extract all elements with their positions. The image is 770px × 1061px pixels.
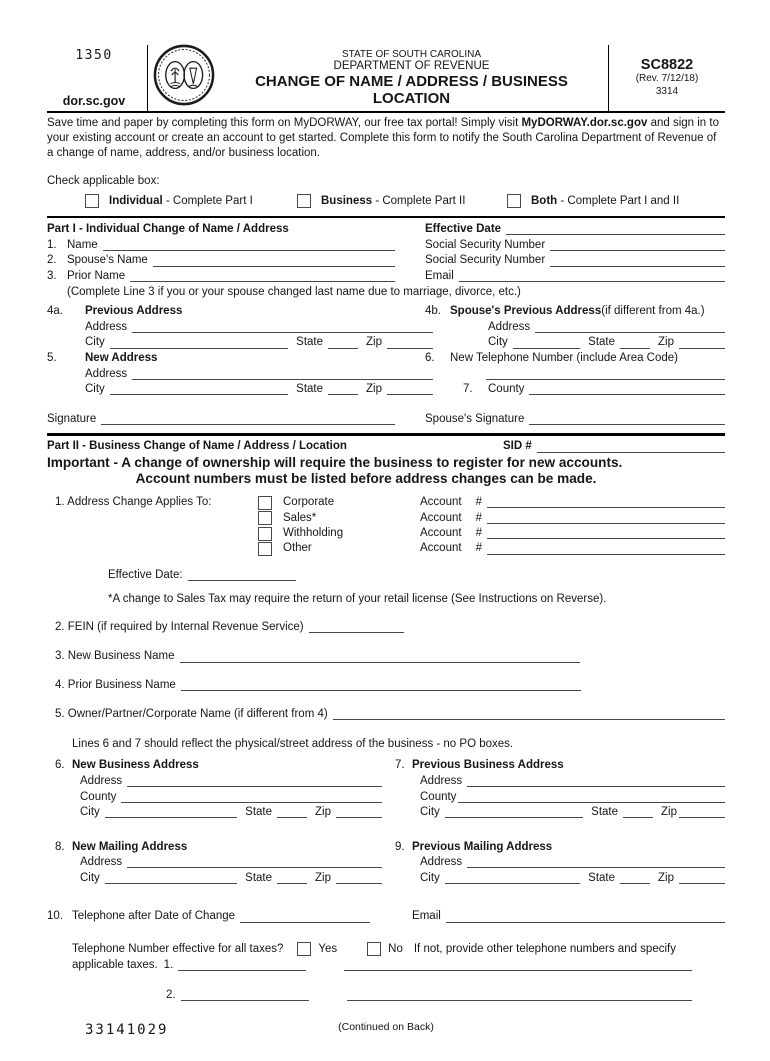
form-title-line1: CHANGE OF NAME / ADDRESS / BUSINESS — [255, 72, 568, 90]
phone-instruction: If not, provide other telephone numbers and specify — [413, 943, 676, 956]
part2-effective-date-line[interactable] — [188, 580, 296, 581]
spouse-name-label: Spouse's Name — [67, 254, 148, 267]
form-footer — [47, 1021, 725, 1061]
check-options-row — [85, 194, 725, 209]
option-business-rest: - Complete Part II — [372, 194, 466, 207]
account-label: Account — [420, 511, 462, 524]
option-both-rest: - Complete Part I and II — [557, 194, 680, 207]
option-individual — [85, 194, 297, 209]
prev-mail-city-line[interactable] — [445, 883, 580, 884]
county-line[interactable] — [529, 394, 725, 395]
yes-checkbox[interactable] — [297, 942, 311, 956]
ssn2-label: Social Security Number — [425, 254, 546, 267]
option-individual-bold: Individual — [109, 194, 163, 207]
address-label: Address — [488, 320, 531, 333]
no-label: No — [388, 943, 403, 956]
sales-tax-note: *A change to Sales Tax may require the return of your retail license (See Instructions on Reverse). — [108, 593, 607, 606]
name-line[interactable] — [103, 250, 395, 251]
city-label: City — [80, 806, 100, 819]
form-header — [47, 45, 725, 113]
address-label: Address — [80, 774, 123, 787]
important-line2: Account numbers must be listed before address changes can be made. — [135, 471, 597, 487]
city-label: City — [420, 806, 440, 819]
address-change-applies-label: 1. Address Change Applies To: — [55, 496, 212, 509]
alt-phone2-line[interactable] — [181, 1000, 309, 1001]
part2-email-line[interactable] — [446, 922, 725, 923]
option-both-bold: Both — [531, 194, 558, 207]
city-label: City — [80, 871, 100, 884]
new-bus-zip-line[interactable] — [336, 817, 382, 818]
yes-label: Yes — [318, 943, 338, 956]
zip-label: Zip — [658, 871, 674, 884]
alt-taxes2-line[interactable] — [347, 1000, 692, 1001]
account-label: Account — [420, 496, 462, 509]
line3-note: (Complete Line 3 if you or your spouse changed last name due to marriage, divorce, etc.) — [67, 285, 521, 298]
address-change-block — [47, 495, 725, 557]
alt2-number: 2. — [166, 989, 176, 1002]
fein-label: 2. FEIN (if required by Internal Revenue Service) — [55, 620, 304, 633]
prev-state-line[interactable] — [328, 348, 358, 349]
option-both — [507, 194, 679, 209]
prior-business-name-line[interactable] — [181, 690, 581, 691]
new-mail-city-line[interactable] — [105, 883, 237, 884]
withholding-checkbox[interactable] — [258, 527, 272, 541]
spouse-previous-address-title: Spouse's Previous Address — [450, 305, 602, 318]
part1-title: Part I - Individual Change of Name / Address — [47, 223, 289, 236]
new-mail-zip-line[interactable] — [336, 883, 382, 884]
form-number-box — [609, 45, 725, 111]
owner-name-line[interactable] — [333, 719, 725, 720]
portal-link: MyDORWAY.dor.sc.gov — [521, 117, 648, 129]
item4b-note: (if different from 4a.) — [601, 305, 705, 318]
prev-city-line[interactable] — [110, 348, 288, 349]
sales-label: Sales* — [283, 511, 317, 524]
new-telephone-title: New Telephone Number (include Area Code) — [450, 352, 679, 365]
phone-question: Telephone Number effective for all taxes? — [72, 943, 284, 956]
account-label: Account — [420, 542, 462, 555]
new-mail-address-line[interactable] — [127, 867, 382, 868]
name-label: Name — [67, 238, 98, 251]
prev-bus-zip-line[interactable] — [679, 817, 725, 818]
applicable-taxes-label: applicable taxes. — [72, 958, 158, 971]
withholding-label: Withholding — [283, 527, 344, 540]
other-account-line[interactable] — [487, 554, 725, 555]
hash-sign: # — [475, 496, 482, 509]
alt1-number: 1. — [163, 958, 174, 971]
email-label: Email — [412, 910, 441, 923]
hash-sign: # — [475, 511, 482, 524]
new-mail-state-line[interactable] — [277, 883, 307, 884]
prev-zip-line[interactable] — [387, 348, 433, 349]
spouse-prev-address-line[interactable] — [535, 332, 725, 333]
part2-effective-date-label: Effective Date: — [108, 569, 183, 581]
prev-mail-zip-line[interactable] — [679, 883, 725, 884]
hash-sign: # — [475, 542, 482, 555]
prev-mailing-address-title: Previous Mailing Address — [412, 840, 553, 853]
zip-label: Zip — [315, 806, 331, 819]
new-address-title: New Address — [85, 352, 158, 365]
south-carolina-state-seal-icon — [153, 44, 215, 111]
scanline-code: 1350 — [75, 48, 113, 63]
telephone-after-change-line[interactable] — [240, 922, 370, 923]
prior-business-name-label: 4. Prior Business Name — [55, 678, 176, 691]
no-checkbox[interactable] — [367, 942, 381, 956]
new-state-line[interactable] — [328, 394, 358, 395]
state-label: State — [591, 806, 619, 819]
form-title-line2: LOCATION — [372, 89, 451, 107]
prior-name-label: Prior Name — [67, 270, 126, 283]
continued-note: (Continued on Back) — [338, 1021, 434, 1034]
prior-name-line[interactable] — [130, 281, 395, 282]
new-business-address-title: New Business Address — [72, 759, 199, 772]
city-label: City — [420, 871, 440, 884]
owner-name-label: 5. Owner/Partner/Corporate Name (if different from 4) — [55, 707, 328, 720]
zip-label: Zip — [661, 806, 677, 819]
address-label: Address — [420, 774, 463, 787]
state-label: State — [245, 806, 273, 819]
alt-taxes1-line[interactable] — [344, 970, 692, 971]
part2-title: Part II - Business Change of Name / Address / Location — [47, 440, 347, 453]
effective-date-label: Effective Date — [425, 223, 502, 236]
new-bus-county-line[interactable] — [121, 802, 382, 803]
mailing-address-sections — [47, 839, 725, 886]
business-address-sections — [47, 758, 725, 820]
corporate-checkbox[interactable] — [258, 496, 272, 510]
telephone-after-change-label: Telephone after Date of Change — [72, 910, 236, 923]
individual-checkbox[interactable] — [85, 194, 99, 208]
new-bus-address-line[interactable] — [127, 786, 382, 787]
ssn1-label: Social Security Number — [425, 238, 546, 251]
email-label: Email — [425, 270, 454, 283]
form-revision: (Rev. 7/12/18) — [635, 73, 699, 85]
item9-number: 9. — [395, 840, 405, 853]
part1-section — [47, 222, 725, 427]
item4a-number: 4a. — [47, 305, 63, 318]
item10-number: 10. — [47, 910, 63, 923]
intro-text-start: Save time and paper by completing this form on MyDORWAY, our free tax portal! Simply visit — [47, 117, 522, 129]
withholding-account-line[interactable] — [487, 538, 725, 539]
line3-number: 3. — [47, 270, 57, 283]
important-line1: Important - A change of ownership will require the business to register for new accounts. — [47, 454, 623, 470]
signature-line[interactable] — [101, 424, 395, 425]
effective-date-line[interactable] — [506, 234, 725, 235]
prev-address-line[interactable] — [132, 332, 433, 333]
item8-number: 8. — [55, 840, 65, 853]
zip-label: Zip — [366, 336, 382, 349]
form-title-block — [223, 49, 608, 108]
sales-account-line[interactable] — [487, 523, 725, 524]
spouse-name-line[interactable] — [153, 266, 395, 267]
new-business-name-line[interactable] — [180, 662, 580, 663]
hash-sign: # — [475, 527, 482, 540]
intro-paragraph — [47, 116, 725, 162]
state-label: State — [296, 336, 324, 349]
state-label: State — [588, 871, 616, 884]
prev-bus-address-line[interactable] — [467, 786, 725, 787]
state-label: State — [296, 383, 324, 396]
intro-text-end: and sign in to your existing account or create an account to get started. Complete this form to notify the South Carolina Department of Revenue of a change of name, address, and/or business location. — [47, 117, 719, 160]
zip-label: Zip — [658, 336, 674, 349]
new-business-name-label: 3. New Business Name — [55, 650, 175, 663]
new-city-line[interactable] — [110, 394, 288, 395]
county-label: County — [488, 383, 525, 396]
prev-mail-state-line[interactable] — [620, 883, 650, 884]
header-left-block — [47, 45, 148, 111]
document-number: 33141029 — [85, 1022, 169, 1039]
signature-label: Signature — [47, 412, 97, 425]
county-label: County — [80, 790, 117, 803]
email-line[interactable] — [459, 281, 725, 282]
option-business — [297, 194, 507, 209]
new-bus-state-line[interactable] — [277, 817, 307, 818]
sid-line[interactable] — [537, 452, 725, 453]
sales-checkbox[interactable] — [258, 511, 272, 525]
city-label: City — [85, 383, 105, 396]
po-box-note: Lines 6 and 7 should reflect the physical/street address of the business - no PO boxes. — [72, 737, 514, 750]
zip-label: Zip — [315, 871, 331, 884]
item7-number: 7. — [395, 759, 405, 772]
form-number: SC8822 — [640, 56, 694, 73]
prev-business-address-title: Previous Business Address — [412, 759, 564, 772]
fein-line[interactable] — [309, 632, 404, 633]
address-label: Address — [80, 856, 123, 869]
new-mailing-address-title: New Mailing Address — [72, 840, 188, 853]
account-label: Account — [420, 527, 462, 540]
new-bus-city-line[interactable] — [105, 817, 237, 818]
form-id: 3314 — [655, 85, 679, 97]
item6-number: 6. — [55, 759, 65, 772]
new-zip-line[interactable] — [387, 394, 433, 395]
corporate-label: Corporate — [283, 496, 335, 509]
other-checkbox[interactable] — [258, 542, 272, 556]
line2-number: 2. — [47, 254, 57, 267]
spouse-signature-line[interactable] — [529, 424, 725, 425]
spouse-prev-city-line[interactable] — [513, 348, 580, 349]
item5-number: 5. — [47, 352, 57, 365]
county-label: County — [420, 790, 457, 803]
spouse-prev-state-line[interactable] — [620, 348, 650, 349]
prev-bus-county-line[interactable] — [458, 802, 725, 803]
state-label: State — [245, 871, 273, 884]
line1-number: 1. — [47, 238, 57, 251]
item6-number: 6. — [425, 352, 435, 365]
spouse-signature-label: Spouse's Signature — [425, 412, 525, 425]
state-line: STATE OF SOUTH CAROLINA — [341, 48, 482, 60]
sid-label: SID # — [503, 440, 532, 453]
new-telephone-line[interactable] — [486, 379, 725, 380]
city-label: City — [85, 336, 105, 349]
both-checkbox[interactable] — [507, 194, 521, 208]
new-address-line[interactable] — [132, 379, 433, 380]
check-section-label: Check applicable box: — [47, 174, 160, 187]
state-label: State — [588, 336, 616, 349]
prev-bus-state-line[interactable] — [623, 817, 653, 818]
address-label: Address — [420, 856, 463, 869]
department-line: DEPARTMENT OF REVENUE — [333, 60, 490, 73]
section-divider — [47, 216, 725, 218]
part2-section — [47, 439, 725, 1003]
other-label: Other — [283, 542, 312, 555]
address-label: Address — [85, 367, 128, 380]
ssn2-line[interactable] — [550, 266, 725, 267]
item4b-number: 4b. — [425, 305, 441, 318]
part2-divider — [47, 433, 725, 436]
corporate-account-line[interactable] — [487, 507, 725, 508]
prev-mail-address-line[interactable] — [467, 867, 725, 868]
business-checkbox[interactable] — [297, 194, 311, 208]
spouse-prev-zip-line[interactable] — [679, 348, 725, 349]
city-label: City — [488, 336, 508, 349]
zip-label: Zip — [366, 383, 382, 396]
header-center-block — [148, 45, 609, 111]
ssn1-line[interactable] — [550, 250, 725, 251]
prev-bus-city-line[interactable] — [445, 817, 583, 818]
agency-website: dor.sc.gov — [62, 93, 126, 108]
item7-number: 7. — [463, 383, 473, 396]
previous-address-title: Previous Address — [85, 305, 183, 318]
option-business-bold: Business — [321, 194, 373, 207]
address-label: Address — [85, 320, 128, 333]
option-individual-rest: - Complete Part I — [162, 194, 253, 207]
alt-phone1-line[interactable] — [178, 970, 306, 971]
